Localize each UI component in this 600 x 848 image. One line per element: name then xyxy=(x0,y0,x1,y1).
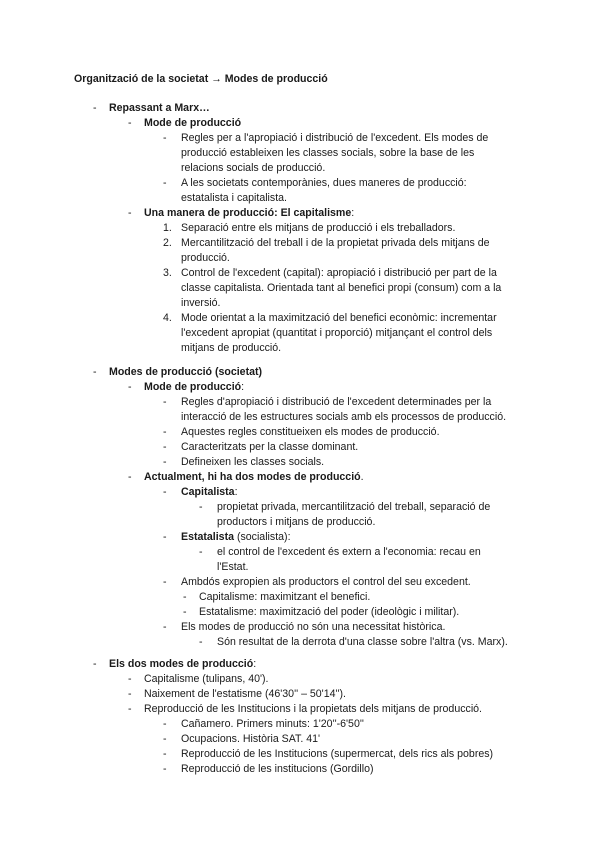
list-item-bold: Capitalista xyxy=(181,486,235,498)
section-dash: - xyxy=(93,102,97,114)
list-item-bold: Estatalista xyxy=(181,531,234,543)
subheading: Mode de producció: xyxy=(144,381,245,393)
list-item: el control de l'excedent és extern a l'economia: recau en xyxy=(217,546,481,558)
subheading-bold: Una manera de producció: El capitalisme xyxy=(144,207,352,219)
list-item: Defineixen les classes socials. xyxy=(181,456,325,468)
bullet-dash: - xyxy=(163,441,167,453)
bullet-dash: - xyxy=(199,546,203,558)
list-item: Estatalisme: maximització del poder (ideològic i militar). xyxy=(199,606,460,618)
bullet-dash: - xyxy=(128,471,132,483)
bullet-dash: - xyxy=(163,748,167,760)
list-item: l'Estat. xyxy=(217,561,249,573)
list-item: producció. xyxy=(181,252,230,264)
list-item: Capitalisme: maximitzant el benefici. xyxy=(199,591,371,603)
bullet-dash: - xyxy=(163,733,167,745)
list-item: Capitalisme (tulipans, 40'). xyxy=(144,673,269,685)
bullet-dash: - xyxy=(163,576,167,588)
section-heading: Modes de producció (societat) xyxy=(109,366,263,378)
list-item: Control de l'excedent (capital): apropiació i distribució per part de la xyxy=(181,267,497,279)
subheading-bold: Mode de producció xyxy=(144,381,242,393)
list-item: Mercantilització del treball i de la propietat privada dels mitjans de xyxy=(181,237,490,249)
list-item: Caracteritzats per la classe dominant. xyxy=(181,441,359,453)
bullet-dash: - xyxy=(163,486,167,498)
list-item: Ambdós expropien als productors el control del seu excedent. xyxy=(181,576,471,588)
list-item: Els modes de producció no són una necessitat històrica. xyxy=(181,621,446,633)
bullet-dash: - xyxy=(128,381,132,393)
bullet-dash: - xyxy=(183,591,187,603)
list-item: relacions socials de producció. xyxy=(181,162,326,174)
bullet-dash: - xyxy=(128,207,132,219)
bullet-dash: - xyxy=(163,531,167,543)
list-number: 1. xyxy=(163,222,172,234)
bullet-dash: - xyxy=(163,177,167,189)
section-heading-bold: Els dos modes de producció xyxy=(109,658,254,670)
bullet-dash: - xyxy=(199,636,203,648)
list-item: Reproducció de les institucions (Gordillo) xyxy=(181,763,374,775)
list-item: Capitalista: xyxy=(181,486,238,498)
page-title: Organització de la societat → Modes de producció xyxy=(74,73,328,85)
bullet-dash: - xyxy=(199,501,203,513)
list-item: Regles d'apropiació i distribució de l'excedent determinades per la xyxy=(181,396,492,408)
list-item: producció estableixen les classes socials, sobre la base de les xyxy=(181,147,475,159)
list-item: interacció de les estructures socials amb els processos de producció. xyxy=(181,411,507,423)
bullet-dash: - xyxy=(163,396,167,408)
section-heading: Els dos modes de producció: xyxy=(109,658,257,670)
subheading: Mode de producció xyxy=(144,117,242,129)
list-item: Regles per a l'apropiació i distribució de l'excedent. Els modes de xyxy=(181,132,489,144)
list-number: 2. xyxy=(163,237,172,249)
list-item: inversió. xyxy=(181,297,221,309)
list-item: Reproducció de les Institucions i la propietats dels mitjans de producció. xyxy=(144,703,483,715)
list-item: Són resultat de la derrota d'una classe sobre l'altra (vs. Marx). xyxy=(217,636,508,648)
list-item: Estatalista (socialista): xyxy=(181,531,291,543)
list-item: Separació entre els mitjans de producció i els treballadors. xyxy=(181,222,456,234)
list-number: 3. xyxy=(163,267,172,279)
section-dash: - xyxy=(93,658,97,670)
bullet-dash: - xyxy=(163,621,167,633)
bullet-dash: - xyxy=(163,132,167,144)
list-item: productors i mitjans de producció. xyxy=(217,516,376,528)
bullet-dash: - xyxy=(163,718,167,730)
bullet-dash: - xyxy=(128,673,132,685)
list-item: Ocupacions. Història SAT. 41' xyxy=(181,733,321,745)
list-item: Aquestes regles constitueixen els modes de producció. xyxy=(181,426,440,438)
bullet-dash: - xyxy=(163,763,167,775)
subheading: Una manera de producció: El capitalisme: xyxy=(144,207,355,219)
list-item: classe capitalista. Orientada tant al benefici propi (consum) com a la xyxy=(181,282,502,294)
list-item: mitjans de producció. xyxy=(181,342,282,354)
list-item: Mode orientat a la maximització del benefici econòmic: incrementar xyxy=(181,312,497,324)
list-item: Reproducció de les Institucions (supermercat, dels rics als pobres) xyxy=(181,748,494,760)
list-item: l'excedent apropiat (quantitat i proporció) mitjançant el control dels xyxy=(181,327,493,339)
bullet-dash: - xyxy=(128,688,132,700)
list-item: Cañamero. Primers minuts: 1'20''-6'50'' xyxy=(181,718,364,730)
list-item: A les societats contemporànies, dues maneres de producció: xyxy=(181,177,467,189)
bullet-dash: - xyxy=(163,456,167,468)
bullet-dash: - xyxy=(128,703,132,715)
bullet-dash: - xyxy=(163,426,167,438)
list-item: propietat privada, mercantilització del treball, separació de xyxy=(217,501,491,513)
list-number: 4. xyxy=(163,312,172,324)
bullet-dash: - xyxy=(183,606,187,618)
bullet-dash: - xyxy=(128,117,132,129)
subheading-bold: Actualment, hi ha dos modes de producció xyxy=(144,471,361,483)
section-heading: Repassant a Marx… xyxy=(109,102,210,114)
list-item: estatalista i capitalista. xyxy=(181,192,287,204)
section-dash: - xyxy=(93,366,97,378)
subheading: Actualment, hi ha dos modes de producció. xyxy=(144,471,364,483)
list-item: Naixement de l'estatisme (46'30'' – 50'14''). xyxy=(144,688,347,700)
